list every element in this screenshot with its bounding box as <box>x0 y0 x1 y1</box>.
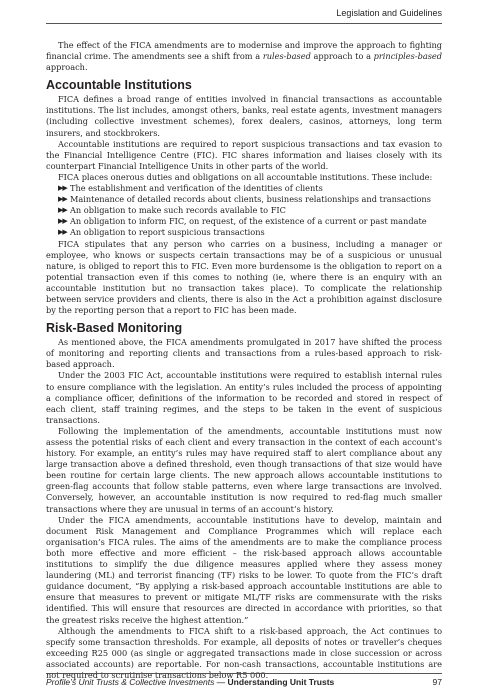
intro-text: approach. <box>46 62 88 73</box>
list-item-text: An obligation to report suspicious transactions <box>70 227 265 238</box>
page-footer <box>46 677 442 687</box>
book-title-main: Understanding Unit Trusts <box>227 677 335 687</box>
double-arrow-right-icon: ▶▶ <box>58 184 67 193</box>
section-heading-accountable-institutions: Accountable Institutions <box>46 78 192 93</box>
book-title-series: Profile’s Unit Trusts & Collective Investments — <box>46 677 228 687</box>
running-head: Legislation and Guidelines <box>336 8 442 18</box>
header-rule <box>46 23 442 24</box>
list-item <box>58 216 442 227</box>
list-item <box>58 194 442 205</box>
double-arrow-right-icon: ▶▶ <box>58 195 67 204</box>
paragraph: Under the 2003 FIC Act, accountable institutions were required to establish internal rules to ensure compliance with the legislation. An entity’s rules included the process of appointing a compliance officer, definitions of the information to be recorded and stored in respect of each client, staff training regimes, and the steps to be taken in the event of suspicious transactions. <box>46 370 442 425</box>
intro-paragraph <box>46 40 442 73</box>
section-heading-risk-based-monitoring: Risk-Based Monitoring <box>46 321 183 336</box>
list-item <box>58 227 442 238</box>
paragraph: Under the FICA amendments, accountable institutions have to develop, maintain and document Risk Management and Compliance Programmes which will replace each organisation’s FICA rules. The aims of the amendments are to make the compliance process both more effective and more efficient – the risk-based approach allows accountable institutions to simplify the due diligence measures applied where they assess money laundering (ML) and terrorist financing (TF) risks to be lower. To quote from the FIC’s draft guidance document, “By applying a risk-based approach accountable institutions are able to ensure that measures to prevent or mitigate ML/TF risks are commensurate with the risks identified. This will ensure that resources are directed in accordance with priorities, so that the greatest risks receive the highest attention.” <box>46 514 442 625</box>
paragraph: As mentioned above, the FICA amendments promulgated in 2017 have shifted the process of monitoring and reporting clients and transactions from a rules-based approach to risk-based approach. <box>46 337 442 370</box>
intro-emphasis-principles-based: principles-based <box>373 51 442 62</box>
body-text <box>46 40 442 681</box>
paragraph: FICA defines a broad range of entities involved in financial transactions as accountable institutions. The list includes, amongst others, banks, real estate agents, investment managers (including collective investment schemes), forex dealers, casinos, attorneys, long term insurers, and stockbrokers. <box>46 94 442 138</box>
list-item-text: The establishment and verification of the identities of clients <box>70 183 323 194</box>
list-item <box>58 205 442 216</box>
duties-list <box>46 183 442 238</box>
double-arrow-right-icon: ▶▶ <box>58 217 67 226</box>
list-item-text: An obligation to inform FIC, on request, of the existence of a current or past mandate <box>70 216 427 227</box>
paragraph: FICA places onerous duties and obligations on all accountable institutions. These include: <box>58 171 433 182</box>
double-arrow-right-icon: ▶▶ <box>58 228 67 237</box>
intro-text: The effect of the FICA amendments are to modernise and improve the approach to fighting financial crime. The amendments see a shift from a <box>46 40 442 62</box>
intro-emphasis-rules-based: rules-based <box>262 51 311 62</box>
paragraph: Following the implementation of the amendments, accountable institutions must now assess the potential risks of each client and every transaction in the context of each account’s history. For example, an entity’s rules may have required staff to alert compliance about any large transaction above a defined threshold, even though transactions of that size would have been routine for certain large clients. The new approach allows accountable institutions to green-flag accounts that follow stable patterns, even where large transactions are involved. Conversely, however, an accountable institution is now required to red-flag much smaller transactions where they are unusual in terms of an account’s history. <box>46 425 442 514</box>
footer-rule <box>46 673 442 674</box>
double-arrow-right-icon: ▶▶ <box>58 206 67 215</box>
paragraph: Although the amendments to FICA shift to a risk-based approach, the Act continues to specify some transaction thresholds. For example, all deposits of notes or traveller’s cheques exceeding R25 000 (as single or aggregated transactions made in close succession or across associated accounts) are reportable. For non-cash transactions, accountable institutions are not required to scrutinise transactions below R5 000. <box>46 625 442 680</box>
list-item-text: Maintenance of detailed records about clients, business relationships and transactions <box>70 194 431 205</box>
book-title <box>46 677 334 687</box>
paragraph: Accountable institutions are required to report suspicious transactions and tax evasion to the Financial Intelligence Centre (FIC). FIC shares information and liaises closely with its counterpart Financial Intelligence Units in other parts of the world. <box>46 138 442 171</box>
page-number: 97 <box>432 677 442 687</box>
list-item-text: An obligation to make such records available to FIC <box>70 205 286 216</box>
paragraph: FICA stipulates that any person who carries on a business, including a manager or employee, who knows or suspects certain transactions may be of a suspicious or unusual nature, is obliged to report this to FIC. Even more burdensome is the obligation to report on a potential transaction even if this comes to nothing (ie, where there is an enquiry with an accountable institution but no transaction takes place). To complicate the relationship between service providers and clients, there is also in the Act a prohibition against disclosure by the reporting person that a report to FIC has been made. <box>46 238 442 316</box>
list-item <box>58 183 442 194</box>
intro-text: approach to a <box>310 51 374 62</box>
